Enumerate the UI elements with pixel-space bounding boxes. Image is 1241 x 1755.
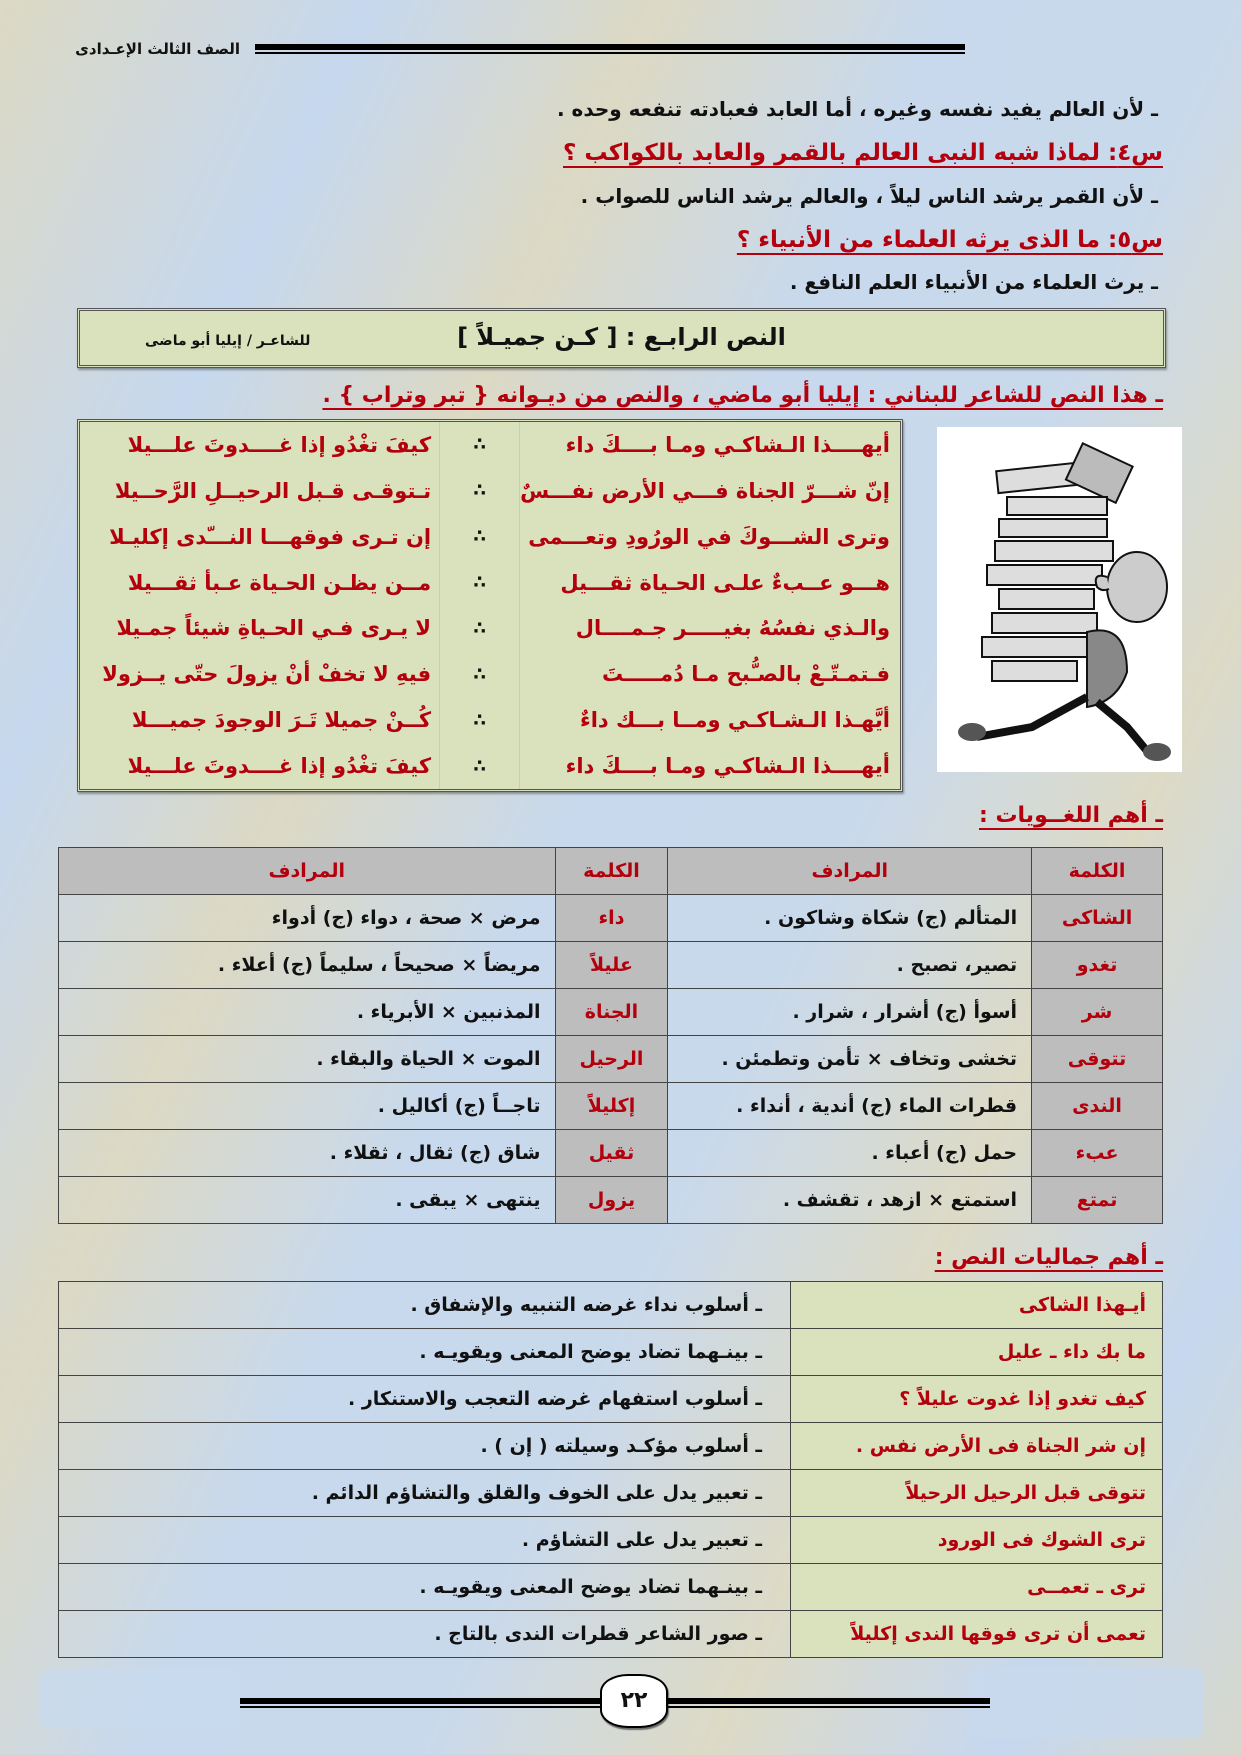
vocab-meaning: تصير، تصبح .	[668, 942, 1032, 989]
vocab-word: داء	[555, 895, 668, 942]
grade-label: الصف الثالث الإعـدادى	[75, 40, 240, 58]
vocab-word: ثقيل	[555, 1130, 668, 1177]
aesthetic-phrase: أيـهذا الشاكى	[791, 1282, 1163, 1329]
intro-line: ـ هذا النص للشاعر للبناني : إيليا أبو ماضي ، والنص من ديـوانه { تبر وتراب } .	[322, 383, 1163, 408]
vocab-meaning: تاجــاً (ج) أكاليل .	[59, 1083, 556, 1130]
verse-second-hemistich: مــن يظـن الحـياة عـبأ ثقـــيلا	[127, 570, 432, 595]
vocab-table	[58, 847, 1163, 1224]
col-word: الكلمة	[555, 848, 668, 895]
vocab-word: الندى	[1032, 1083, 1163, 1130]
poet-credit: للشاعـر / إيليا أبو ماضى	[145, 333, 311, 349]
aesthetics-table	[58, 1281, 1163, 1658]
aesthetic-note: ـ أسلوب مؤكـد وسيلته ( إن ) .	[59, 1423, 791, 1470]
vocab-word: الرحيل	[555, 1036, 668, 1083]
vocab-header-row	[59, 848, 1163, 895]
vocab-word: الشاكى	[1032, 895, 1163, 942]
poem-verse	[80, 560, 900, 606]
aesthetic-phrase: ما بك داء ـ عليل	[791, 1329, 1163, 1376]
verse-separator-icon: ∴	[440, 697, 520, 743]
aesthetics-row	[59, 1517, 1163, 1564]
vocab-row	[59, 1177, 1163, 1224]
poem-table	[77, 419, 903, 792]
col-meaning: المرادف	[668, 848, 1032, 895]
aesthetics-row	[59, 1376, 1163, 1423]
verse-first-hemistich: إنّ شـــرّ الجناة فـــي الأرض نفـــسٌ	[520, 468, 900, 514]
footer-decor-box	[40, 1670, 240, 1728]
vocab-meaning: تخشى وتخاف × تأمن وتطمئن .	[668, 1036, 1032, 1083]
verse-first-hemistich: فـتمـتّـعْ بالصـُّبح مـا دُمـــــتَ	[520, 651, 900, 697]
illustration-graphic	[937, 427, 1182, 772]
verse-separator-icon: ∴	[440, 560, 520, 606]
verse-first-hemistich: وترى الشـــوكَ في الورُودِ وتعـــمى	[520, 514, 900, 560]
verse-separator-icon: ∴	[440, 468, 520, 514]
aesthetic-note: ـ أسلوب استفهام غرضه التعجب والاستنكار .	[59, 1376, 791, 1423]
aesthetic-note: ـ تعبير يدل على التشاؤم .	[59, 1517, 791, 1564]
vocab-row	[59, 1036, 1163, 1083]
vocab-word: عليلاً	[555, 942, 668, 989]
vocab-meaning: حمل (ج) أعباء .	[668, 1130, 1032, 1177]
vocab-word: تمتع	[1032, 1177, 1163, 1224]
vocab-meaning: ينتهى × يبقى .	[59, 1177, 556, 1224]
vocab-word: عبء	[1032, 1130, 1163, 1177]
verse-first-hemistich: والـذي نفسُهُ بغيـــــر جـمــــال	[520, 606, 900, 652]
verse-first-hemistich: أيَّهـذا الـشـاكـي ومــا بـــك داءٌ	[520, 697, 900, 743]
verse-separator-icon: ∴	[440, 514, 520, 560]
vocab-meaning: قطرات الماء (ج) أندية ، أنداء .	[668, 1083, 1032, 1130]
vocab-row	[59, 989, 1163, 1036]
poem-verse	[80, 697, 900, 743]
text-title: النص الرابـع : [ كـن جميـلاً ]	[457, 323, 786, 351]
verse-separator-icon: ∴	[440, 743, 520, 789]
vocab-word: إكليلاً	[555, 1083, 668, 1130]
verse-first-hemistich: هـــو عــبءٌ علـى الحـياة ثقـــيل	[520, 560, 900, 606]
vocab-meaning: استمتع × ازهد ، تقشف .	[668, 1177, 1032, 1224]
verse-second-hemistich: فيهِ لا تخفْ أنْ يزولَ حتّى يــزولا	[102, 662, 432, 687]
vocab-row	[59, 942, 1163, 989]
vocab-word: تتوقى	[1032, 1036, 1163, 1083]
verse-separator-icon: ∴	[440, 651, 520, 697]
aesthetic-note: ـ تعبير يدل على الخوف والقلق والتشاؤم الدائم .	[59, 1470, 791, 1517]
poem-verse	[80, 743, 900, 789]
vocab-row	[59, 895, 1163, 942]
answer-line: ـ لأن القمر يرشد الناس ليلاً ، والعالم يرشد الناس للصواب .	[580, 184, 1158, 208]
aesthetic-note: ـ أسلوب نداء غرضه التنبيه والإشفاق .	[59, 1282, 791, 1329]
man-carrying-books-illustration	[937, 427, 1182, 772]
verse-second-hemistich: تـتوقـى قـبل الرحيــلِ الرَّحــيلا	[114, 478, 432, 503]
aesthetic-phrase: إن شر الجناة فى الأرض نفس .	[791, 1423, 1163, 1470]
question-5: س٥: ما الذى يرثه العلماء من الأنبياء ؟	[736, 227, 1163, 253]
verse-separator-icon: ∴	[440, 422, 520, 468]
poem-verse	[80, 514, 900, 560]
col-meaning: المرادف	[59, 848, 556, 895]
vocab-meaning: أسوأ (ج) أشرار ، شرار .	[668, 989, 1032, 1036]
aesthetics-row	[59, 1470, 1163, 1517]
question-4: س٤: لماذا شبه النبى العالم بالقمر والعابد بالكواكب ؟	[563, 140, 1163, 166]
vocab-row	[59, 1083, 1163, 1130]
aesthetic-note: ـ بينـهما تضاد يوضح المعنى ويقويـه .	[59, 1564, 791, 1611]
header-rule	[255, 44, 965, 56]
vocab-word: الجناة	[555, 989, 668, 1036]
aesthetic-note: ـ صور الشاعر قطرات الندى بالتاج .	[59, 1611, 791, 1658]
verse-separator-icon: ∴	[440, 606, 520, 652]
poem-verse	[80, 651, 900, 697]
aesthetic-phrase: ترى الشوك فى الورود	[791, 1517, 1163, 1564]
aesthetics-row	[59, 1329, 1163, 1376]
poem-verse	[80, 468, 900, 514]
col-word: الكلمة	[1032, 848, 1163, 895]
aesthetics-heading: ـ أهم جماليات النص :	[934, 1245, 1163, 1270]
vocab-word: تغدو	[1032, 942, 1163, 989]
vocab-meaning: المتألم (ج) شكاة وشاكون .	[668, 895, 1032, 942]
verse-second-hemistich: إن تـرى فوقهـــا النـــّدى إكليـلا	[109, 524, 432, 549]
aesthetics-row	[59, 1423, 1163, 1470]
verse-second-hemistich: كُــنْ جميلا تَـرَ الوجودَ جميـــلا	[131, 708, 432, 733]
vocab-meaning: الموت × الحياة والبقاء .	[59, 1036, 556, 1083]
poem-verse	[80, 606, 900, 652]
aesthetics-row	[59, 1564, 1163, 1611]
answer-line: ـ يرث العلماء من الأنبياء العلم النافع .	[789, 270, 1158, 294]
page-number: ٢٢	[600, 1674, 668, 1728]
verse-second-hemistich: كيفَ تغْدُو إذا غــــدوتَ علـــيلا	[127, 754, 432, 779]
poem-verse	[80, 422, 900, 468]
verse-second-hemistich: لا يـرى فـي الحـياةِ شيئاً جمـيلا	[116, 616, 432, 641]
aesthetic-phrase: ترى ـ تعمــى	[791, 1564, 1163, 1611]
vocab-word: شر	[1032, 989, 1163, 1036]
verse-second-hemistich: كيفَ تغْدُو إذا غــــدوتَ علـــيلا	[127, 432, 432, 457]
aesthetics-row	[59, 1611, 1163, 1658]
aesthetic-note: ـ بينـهما تضاد يوضح المعنى ويقويـه .	[59, 1329, 791, 1376]
vocab-meaning: شاق (ج) ثقال ، ثقلاء .	[59, 1130, 556, 1177]
vocab-word: يزول	[555, 1177, 668, 1224]
verse-first-hemistich: أيهــــذا الـشاكـي ومـا بــــكَ داء	[520, 743, 900, 789]
vocab-meaning: مرض × صحة ، دواء (ج) أدواء	[59, 895, 556, 942]
verse-first-hemistich: أيهــــذا الـشاكـي ومـا بــــكَ داء	[520, 422, 900, 468]
vocab-meaning: مريضاً × صحيحاً ، سليماً (ج) أعلاء .	[59, 942, 556, 989]
vocab-meaning: المذنبين × الأبرياء .	[59, 989, 556, 1036]
aesthetic-phrase: كيف تغدو إذا غدوت عليلاً ؟	[791, 1376, 1163, 1423]
aesthetic-phrase: تتوقى قبل الرحيل الرحيلاً	[791, 1470, 1163, 1517]
answer-line: ـ لأن العالم يفيد نفسه وغيره ، أما العابد فعبادته تنفعه وحده .	[556, 97, 1158, 121]
vocab-row	[59, 1130, 1163, 1177]
footer-decor-box	[968, 1668, 1203, 1738]
aesthetics-row	[59, 1282, 1163, 1329]
text-title-banner	[77, 308, 1166, 368]
aesthetic-phrase: تعمى أن ترى فوقها الندى إكليلاً	[791, 1611, 1163, 1658]
vocab-heading: ـ أهم اللغــويات :	[978, 803, 1163, 828]
